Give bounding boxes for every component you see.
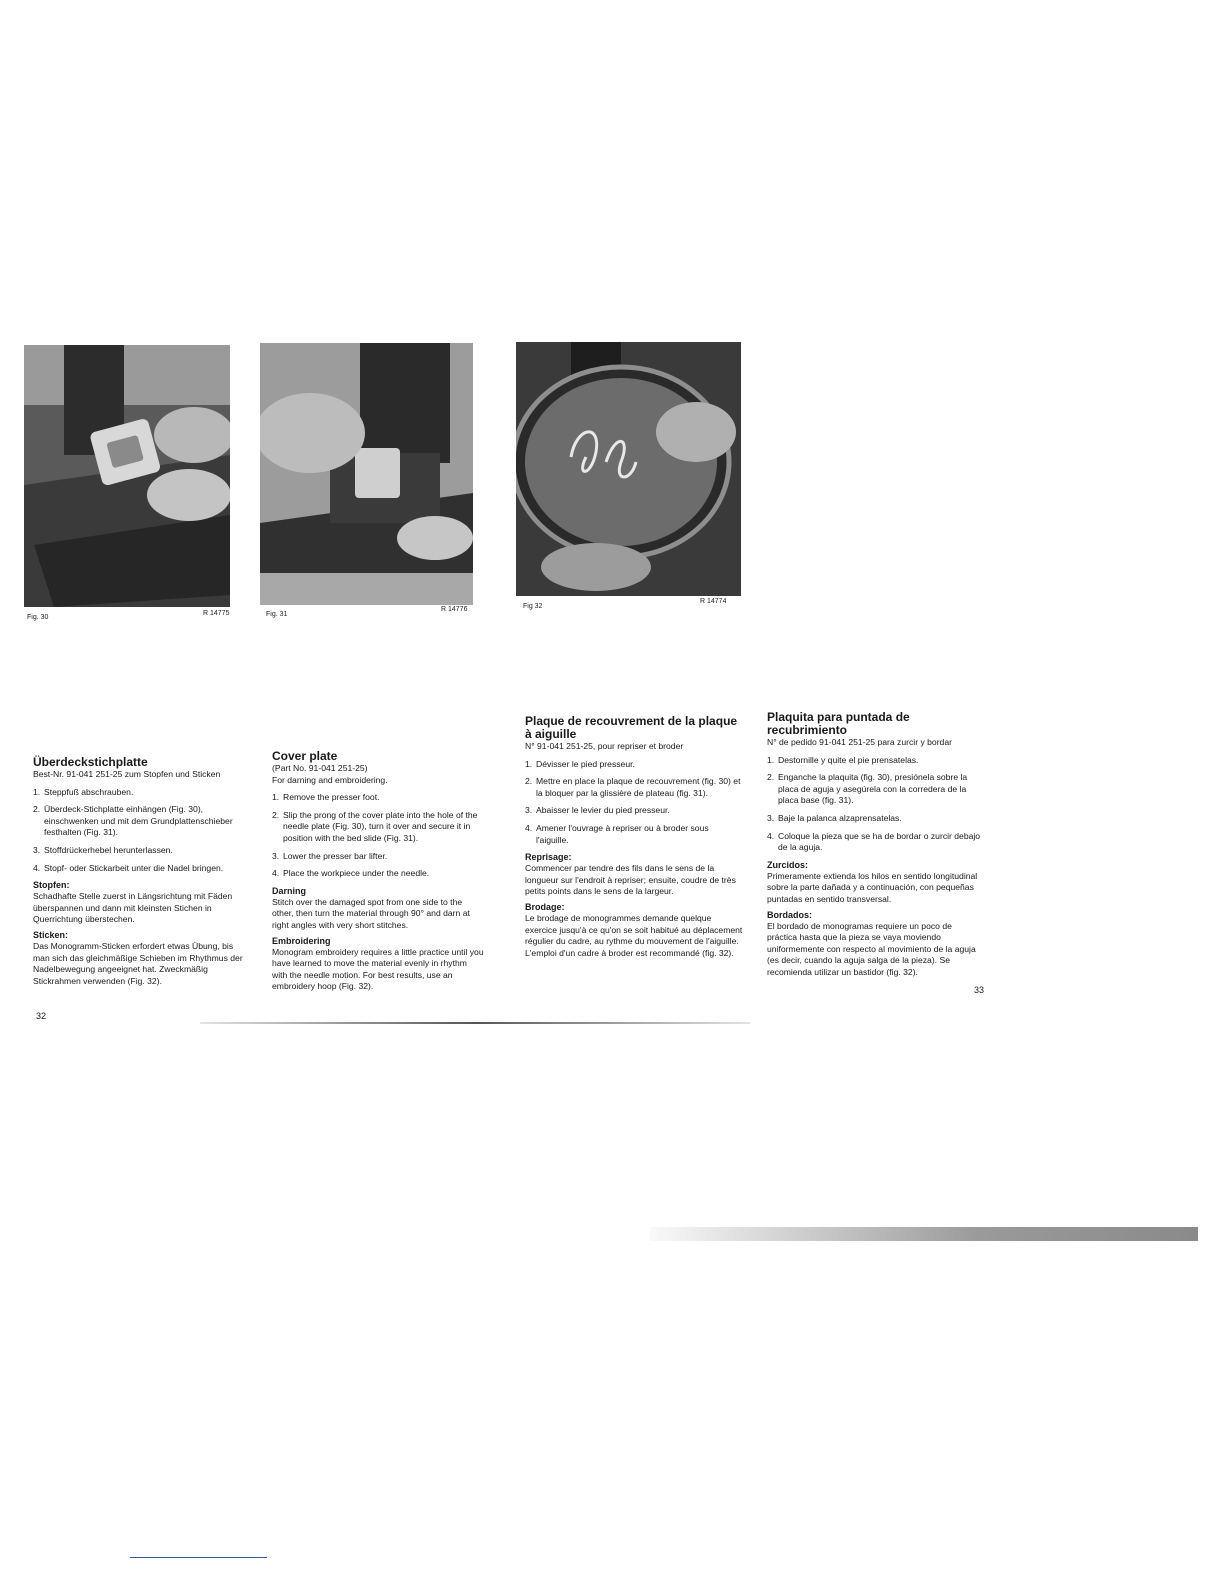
german-text-embroidery: Das Monogramm-Sticken erfordert etwas Übung, bis man sich das gleichmäßige Schieben im Rhythmus der Nadelbewegung angeeignet hat. Zweckmäßig Stickrahmen verwenden (Fig. 32). [33, 940, 243, 986]
spanish-text-embroidery: El bordado de monogramas requiere un poco de práctica hasta que la pieza se vaya moviendo uniformemente con respecto al movimiento de la aguja (es decir, cuando la aguja salga de la pieza). Se recomienda utilizar un bastidor (fig. 32). [767, 920, 976, 977]
french-subtitle: N° 91-041 251-25, pour repriser et broder [525, 741, 684, 751]
figure-32-label: Fig 32 [523, 603, 543, 610]
french-heading-darning: Reprisage: [525, 852, 572, 863]
spanish-step: 3. Baje la palanca alzaprensatelas. [767, 812, 902, 823]
german-text-darning: Schadhafte Stelle zuerst in Längsrichtung mit Fäden überspannen und dann mit kleinsten Stichen in Querrichtung überstechen. [33, 891, 233, 925]
english-step: 4. Place the workpiece under the needle. [272, 868, 430, 879]
english-step: 3. Lower the presser bar lifter. [272, 850, 388, 861]
figure-31-ref: R 14776 [441, 606, 468, 613]
german-step: 2. Überdeck-Stichplatte einhängen (Fig. 30), einschwenken und mit dem Grundplattenschieber festhalten (Fig. 31). [33, 804, 233, 838]
french-title: Plaque de recouvrement de la plaque à aiguille [525, 714, 738, 741]
spanish-step: 4. Coloque la pieza que se ha de bordar o zurcir debajo de la aguja. [767, 830, 981, 853]
spanish-heading-embroidery: Bordados: [767, 909, 812, 920]
english-heading-embroidery: Embroidering [272, 935, 331, 946]
french-text-darning: Commencer par tendre des fils dans le sens de la longueur sur l'endroit à repriser; ensuite, coudre de très petits points dans le sens de la largeur. [525, 863, 736, 897]
figure-32-ref: R 14774 [700, 598, 727, 605]
german-subtitle: Best-Nr. 91-041 251-25 zum Stopfen und Sticken [33, 769, 221, 779]
figure-31-photo [260, 343, 473, 605]
english-text-darning: Stitch over the damaged spot from one side to the other, then turn the material through 90° and darn at right angles with very short stitches. [272, 896, 470, 930]
french-column [525, 715, 743, 963]
english-part-number: (Part No. 91-041 251-25) [272, 763, 368, 773]
french-step: 1. Dévisser le pied presseur. [525, 758, 635, 769]
german-column [33, 756, 243, 991]
french-text-embroidery: Le brodage de monogrammes demande quelque exercice jusqu'à ce qu'on se soit habitué au déplacement régulier du cadre, au rythme du mouvement de l'aiguille. L'emploi d'un cadre à broder est recommandé (fig. 32). [525, 912, 743, 958]
english-step: 1. Remove the presser foot. [272, 792, 380, 803]
figure-30-photo [24, 345, 230, 607]
german-heading-darning: Stopfen: [33, 880, 70, 891]
scan-line-middle [200, 1022, 750, 1024]
english-text-embroidery: Monogram embroidery requires a little practice until you have learned to move the material evenly in rhythm with the needle motion. For best results, use an embroidery hoop (Fig. 32). [272, 946, 484, 992]
french-step: 3. Abaisser le levier du pied presseur. [525, 805, 670, 816]
spanish-step: 1. Destornille y quite el pie prensatelas. [767, 754, 919, 765]
spanish-steps [767, 755, 982, 854]
spanish-subtitle: N° de pedido 91-041 251-25 para zurcir y bordar [767, 737, 952, 747]
page-number-left: 32 [36, 1011, 47, 1021]
english-step: 2. Slip the prong of the cover plate into the hole of the needle plate (Fig. 30), turn it over and secure it in position with the bed slide (Fig. 31). [272, 809, 478, 843]
english-title: Cover plate [272, 749, 338, 763]
english-subtitle: For darning and embroidering. [272, 774, 388, 785]
german-step: 4. Stopf- oder Stickarbeit unter die Nadel bringen. [33, 862, 224, 873]
page-number-right: 33 [974, 985, 985, 995]
german-step: 3. Stoffdrückerhebel herunterlassen. [33, 844, 173, 855]
figure-32-photo [516, 342, 741, 596]
bottom-left-rule [130, 1557, 267, 1558]
spanish-heading-darning: Zurcidos: [767, 859, 809, 870]
english-column [272, 750, 484, 997]
german-title: Überdeckstichplatte [33, 755, 148, 769]
spanish-column [767, 711, 982, 983]
spanish-step: 2. Enganche la plaquita (fig. 30), presiónela sobre la placa de aguja y asegúrela con la corredera de la placa base (fig. 31). [767, 772, 968, 806]
german-heading-embroidery: Sticken: [33, 929, 69, 940]
spanish-title: Plaquita para puntada de recubrimiento [767, 710, 910, 737]
spanish-text-darning: Primeramente extienda los hilos en sentido longitudinal sobre la parte dañada y a continuación, con pequeñas puntadas en sentido transversal. [767, 870, 978, 904]
french-steps [525, 759, 743, 847]
french-step: 2. Mettre en place la plaque de recouvrement (fig. 30) et la bloquer par la glissière de plateau (fig. 31). [525, 776, 741, 798]
figure-30-label: Fig. 30 [27, 614, 49, 621]
scan-band-right [650, 1227, 1198, 1241]
figure-30-ref: R 14775 [203, 610, 230, 617]
german-step: 1. Steppfuß abschrauben. [33, 786, 134, 797]
figure-31-label: Fig. 31 [266, 611, 288, 618]
french-step: 4. Amener l'ouvrage à repriser ou à broder sous l'aiguille. [525, 822, 709, 845]
french-heading-embroidery: Brodage: [525, 901, 565, 912]
english-steps [272, 792, 484, 880]
english-heading-darning: Darning [272, 885, 307, 896]
german-steps [33, 787, 243, 875]
